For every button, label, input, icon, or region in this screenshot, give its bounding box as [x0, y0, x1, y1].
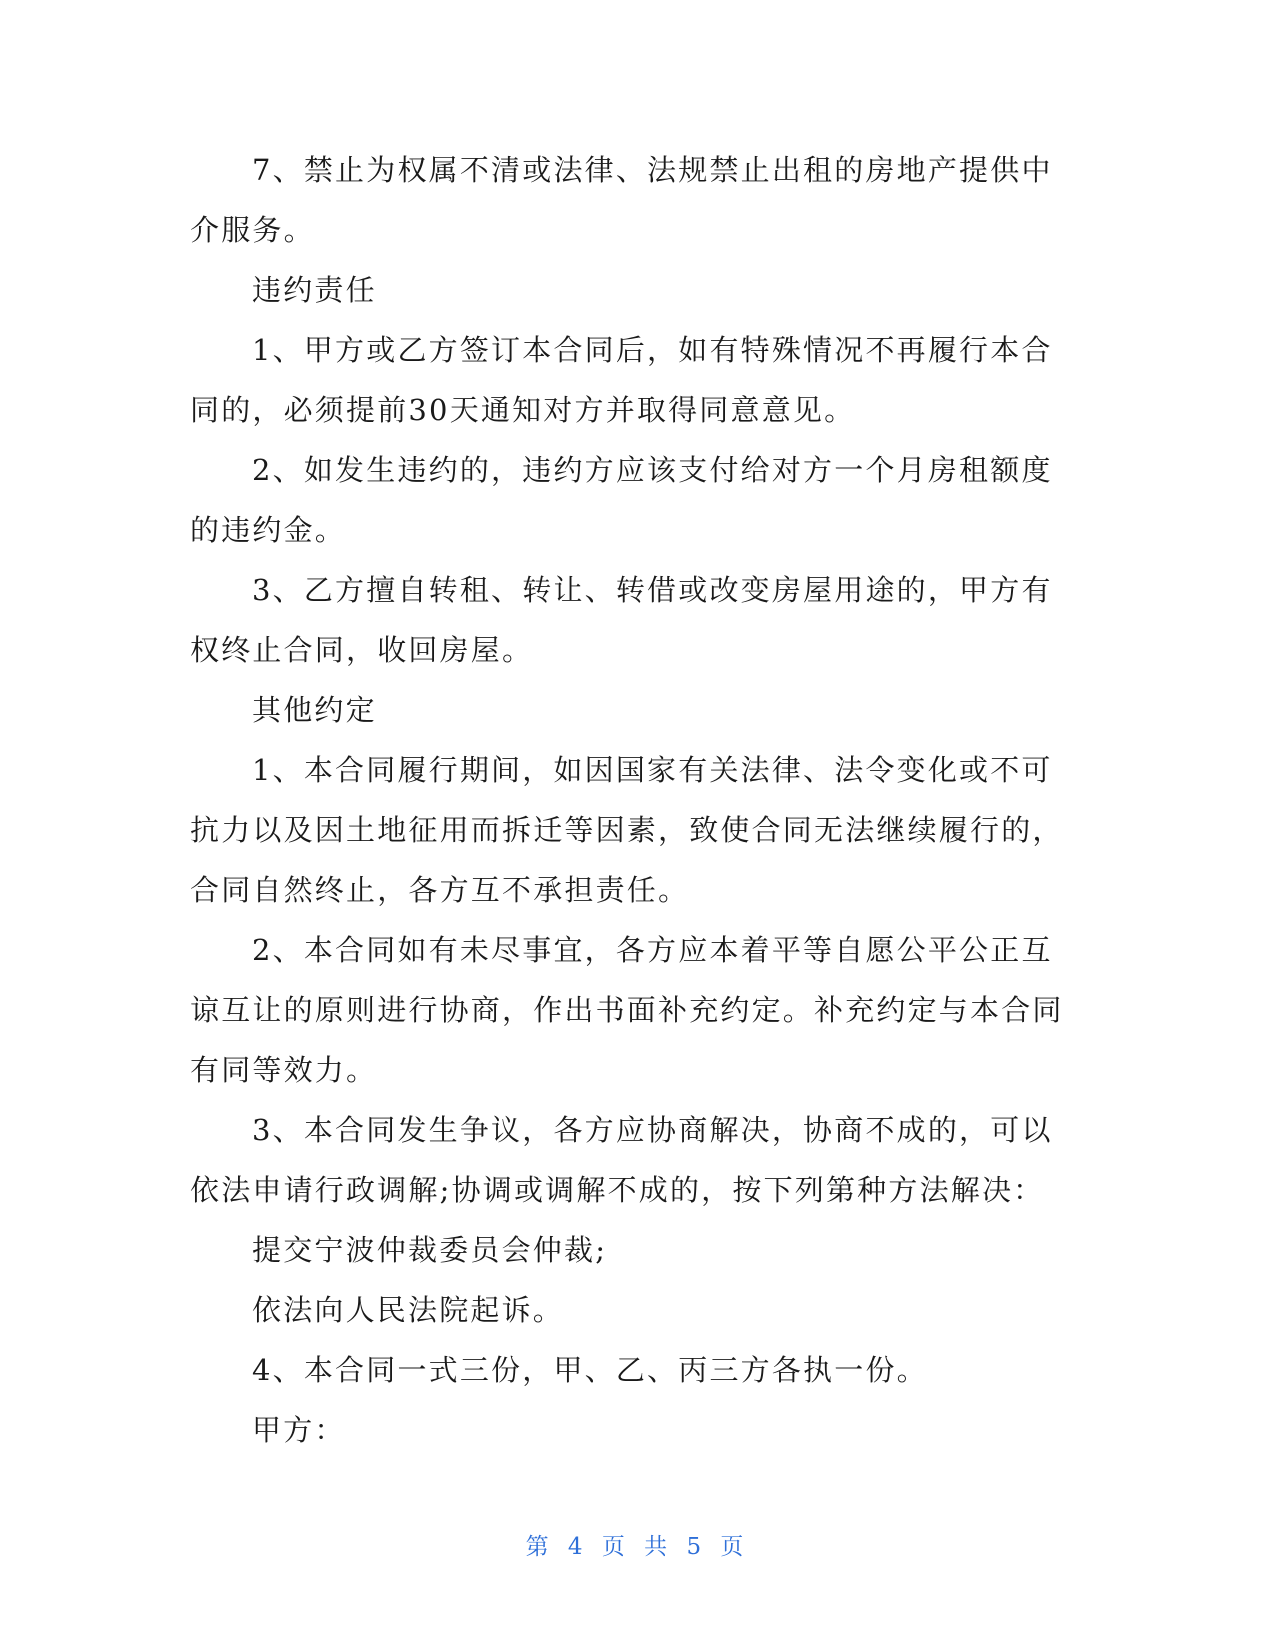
- paragraph-other-2: 2、本合同如有未尽事宜，各方应本着平等自愿公平公正互谅互让的原则进行协商，作出书面补充约定。补充约定与本合同有同等效力。: [190, 933, 1064, 1087]
- paragraph-breach-3: 3、乙方擅自转租、转让、转借或改变房屋用途的，甲方有权终止合同，收回房屋。: [190, 573, 1053, 667]
- paragraph-item-7: 7、禁止为权属不清或法律、法规禁止出租的房地产提供中介服务。: [190, 153, 1053, 247]
- paragraph-breach-2: 2、如发生违约的，违约方应该支付给对方一个月房租额度的违约金。: [190, 453, 1053, 547]
- paragraph-other-4: 4、本合同一式三份，甲、乙、丙三方各执一份。: [252, 1353, 928, 1387]
- heading-other-agreements: 其他约定: [252, 693, 377, 727]
- heading-breach-liability: 违约责任: [252, 273, 377, 307]
- document-page: [190, 140, 1080, 1460]
- paragraph-breach-1: 1、甲方或乙方签订本合同后，如有特殊情况不再履行本合同的，必须提前30天通知对方并取得同意意见。: [190, 333, 1053, 427]
- page-number-footer: 第 4 页 共 5 页: [525, 1534, 750, 1560]
- paragraph-other-3: 3、本合同发生争议，各方应协商解决，协商不成的，可以依法申请行政调解;协调或调解不成的，按下列第种方法解决：: [190, 1113, 1053, 1207]
- option-court: 依法向人民法院起诉。: [252, 1293, 565, 1327]
- paragraph-other-1: 1、本合同履行期间，如因国家有关法律、法令变化或不可抗力以及因土地征用而拆迁等因素，致使合同无法继续履行的，合同自然终止，各方互不承担责任。: [190, 753, 1064, 907]
- option-arbitration: 提交宁波仲裁委员会仲裁;: [252, 1233, 608, 1267]
- party-a-signature-label: 甲方：: [252, 1413, 346, 1447]
